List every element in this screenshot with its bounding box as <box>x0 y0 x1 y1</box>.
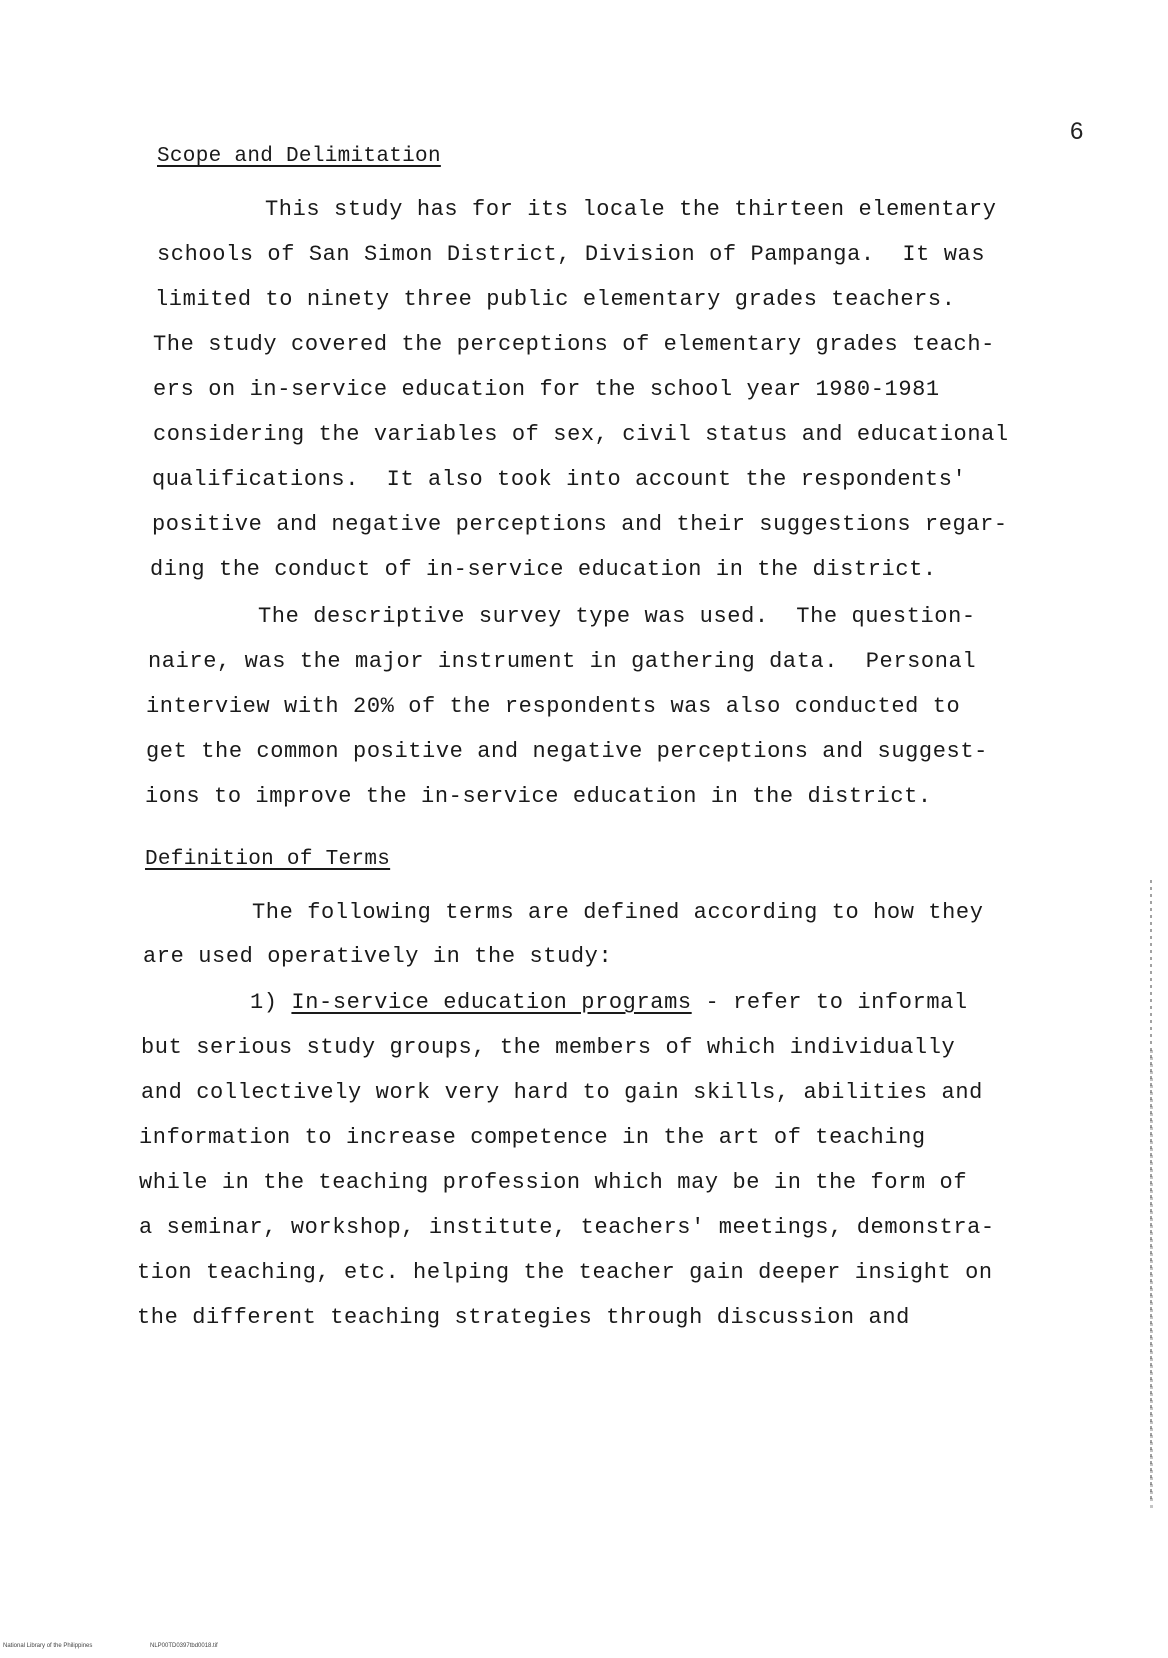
footer-file-name: NLP00TD0397tbd0018.tif <box>150 1643 218 1649</box>
paragraph-line: tion teaching, etc. helping the teacher gain deeper insight on <box>137 1260 993 1285</box>
paragraph-line: and collectively work very hard to gain skills, abilities and <box>141 1080 983 1105</box>
paragraph-line: The descriptive survey type was used. The question- <box>258 604 976 629</box>
paragraph-line: are used operatively in the study: <box>143 944 613 969</box>
paragraph-line: naire, was the major instrument in gathering data. Personal <box>148 649 977 674</box>
paragraph-line: while in the teaching profession which may be in the form of <box>139 1170 968 1195</box>
paragraph-line: This study has for its locale the thirteen elementary <box>265 197 997 222</box>
footer-library-name: National Library of the Philippines <box>3 1643 93 1649</box>
paragraph-line: limited to ninety three public elementary grades teachers. <box>155 287 956 312</box>
definition-item-first-line <box>250 988 968 1018</box>
paragraph-line: get the common positive and negative perceptions and suggest- <box>146 739 988 764</box>
paragraph-line: ers on in-service education for the school year 1980-1981 <box>153 377 940 402</box>
paragraph-line: the different teaching strategies through discussion and <box>137 1305 910 1330</box>
section-heading-scope: Scope and Delimitation <box>157 145 441 168</box>
paragraph-line: but serious study groups, the members of which individually <box>141 1035 956 1060</box>
paragraph-line: information to increase competence in the art of teaching <box>139 1125 926 1150</box>
section-heading-definitions: Definition of Terms <box>145 848 391 871</box>
scan-edge-artifact <box>1150 1050 1153 1510</box>
paragraph-line: ding the conduct of in-service education in the district. <box>150 557 937 582</box>
paragraph-line: interview with 20% of the respondents was also conducted to <box>146 694 961 719</box>
paragraph-line: schools of San Simon District, Division of Pampanga. It was <box>157 242 986 267</box>
page-number: 6 <box>1070 118 1084 145</box>
paragraph-line: a seminar, workshop, institute, teachers' meetings, demonstra- <box>139 1215 995 1240</box>
item-number: 1) <box>250 990 278 1015</box>
paragraph-line: qualifications. It also took into account the respondents' <box>152 467 967 492</box>
paragraph-line: positive and negative perceptions and their suggestions regar- <box>152 512 1008 537</box>
paragraph-line: considering the variables of sex, civil status and educational <box>153 422 1009 447</box>
paragraph-line: The following terms are defined according to how they <box>252 900 984 925</box>
paragraph-line: The study covered the perceptions of elementary grades teach- <box>153 332 995 357</box>
definition-text: - refer to informal <box>691 990 968 1015</box>
paragraph-line: ions to improve the in-service education in the district. <box>145 784 932 809</box>
defined-term: In-service education programs <box>291 990 692 1015</box>
